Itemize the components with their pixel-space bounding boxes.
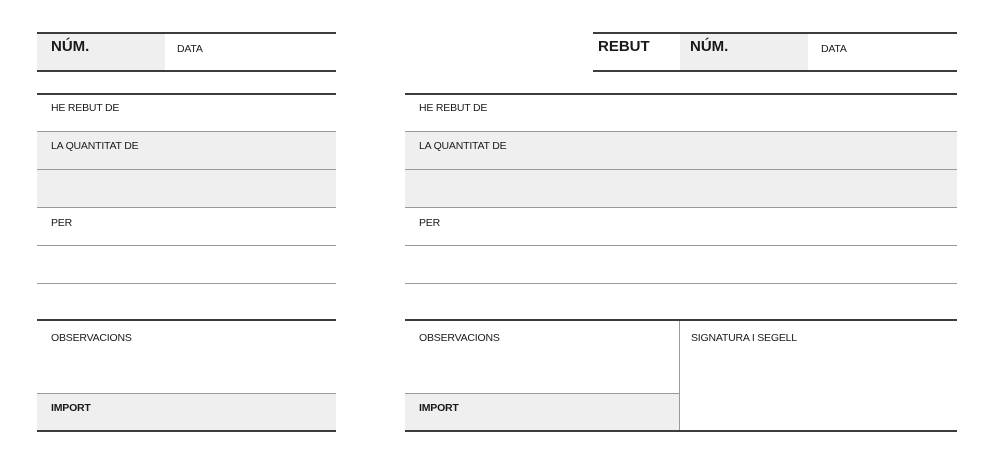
- stub-date-label: DATA: [177, 43, 203, 55]
- receipt-received-from-field[interactable]: [405, 95, 957, 131]
- stub-date-field[interactable]: [210, 34, 336, 70]
- receipt: [340, 0, 1000, 471]
- stub-bottom-rule: [37, 430, 336, 432]
- receipt-import-label: IMPORT: [419, 402, 459, 414]
- receipt-amount-label: LA QUANTITAT DE: [419, 140, 507, 152]
- stub-row-rule: [37, 283, 336, 284]
- receipt-row-rule: [405, 283, 957, 284]
- receipt-for-label: PER: [419, 217, 440, 229]
- receipt-date-field[interactable]: [854, 34, 957, 70]
- receipt-bottom-rule: [405, 430, 957, 432]
- stub-number-label: NÚM.: [51, 38, 90, 55]
- receipt-observations-field[interactable]: [405, 321, 679, 393]
- stub-import-label: IMPORT: [51, 402, 91, 414]
- stub-row-rule: [37, 169, 336, 170]
- stub-for-field[interactable]: [37, 208, 336, 319]
- receipt-received-from-label: HE REBUT DE: [419, 102, 488, 114]
- receipt-date-label: DATA: [821, 43, 847, 55]
- stub-received-from-label: HE REBUT DE: [51, 102, 120, 114]
- stub-amount-label: LA QUANTITAT DE: [51, 140, 139, 152]
- stub-observations-field[interactable]: [37, 321, 336, 393]
- stub-header-bottom-rule: [37, 70, 336, 72]
- stub-observations-label: OBSERVACIONS: [51, 332, 132, 344]
- receipt-title: REBUT: [598, 38, 650, 55]
- receipt-row-rule: [405, 245, 957, 246]
- receipt-for-field[interactable]: [405, 208, 957, 319]
- receipt-number-label: NÚM.: [690, 38, 729, 55]
- stub-received-from-field[interactable]: [37, 95, 336, 131]
- stub-row-rule: [37, 245, 336, 246]
- receipt-observations-label: OBSERVACIONS: [419, 332, 500, 344]
- receipt-stub: [0, 0, 340, 471]
- receipt-header-bottom-rule: [593, 70, 957, 72]
- receipt-row-rule: [405, 169, 957, 170]
- receipt-signature-field[interactable]: [680, 321, 957, 430]
- receipt-signature-label: SIGNATURA I SEGELL: [691, 332, 797, 344]
- stub-for-label: PER: [51, 217, 72, 229]
